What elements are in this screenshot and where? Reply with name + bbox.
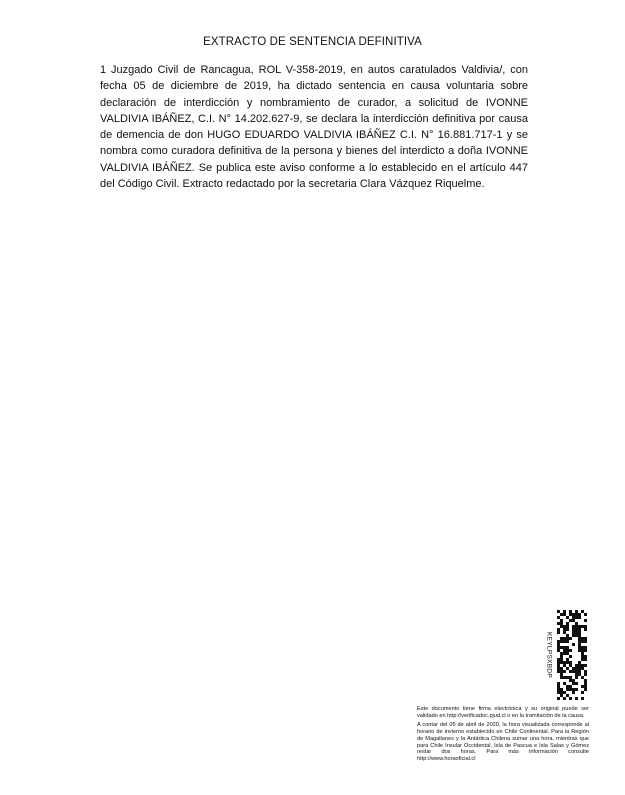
document-body: 1 Juzgado Civil de Rancagua, ROL V-358-2019, en autos caratulados Valdivia/, con fecha 05 de diciembre de 2019, ha dictado sentencia en causa voluntaria sobre declaración de interdicción y nombramiento de curador, a solicitud de IVONNE VALDIVIA IBÁÑEZ, C.I. N° 14.202.627-9, se declara la interdicción definitiva por causa de demencia de don HUGO EDUARDO VALDIVIA IBÁÑEZ C.I. N° 16.881.717-1 y se nombra como curadora definitiva de la persona y bienes del interdicto a doña IVONNE VALDIVIA IBÁÑEZ. Se publica este aviso conforme a lo establecido en el artículo 447 del Código Civil. Extracto redactado por la secretaria Clara Vázquez Riquelme. <box>100 64 528 191</box>
timezone-notice: A contar del 05 de abril de 2020, la hora visualizada corresponde al horario de invierno establecido en Chile Continental. Para la Región de Magallanes y la Antártica Chilena sumar una hora, mientras que para Chile Insular Occidental, Isla de Pascua e Isla Salas y Gómez restar dos horas. Para más información consulte http://www.horaoficial.cl <box>417 721 589 763</box>
verification-code-text: KEYLPSXBDP <box>545 632 553 678</box>
footer-note <box>417 706 589 765</box>
document-title: EXTRACTO DE SENTENCIA DEFINITIVA <box>203 36 422 48</box>
qr-code-icon <box>557 610 587 700</box>
verification-block <box>542 610 588 700</box>
qr-code-graphic <box>557 610 587 700</box>
signature-notice: Este documento tiene firma electrónica y su original puede ser validado en http://verificadoc.pjud.cl o en la tramitación de la causa. <box>417 706 589 719</box>
